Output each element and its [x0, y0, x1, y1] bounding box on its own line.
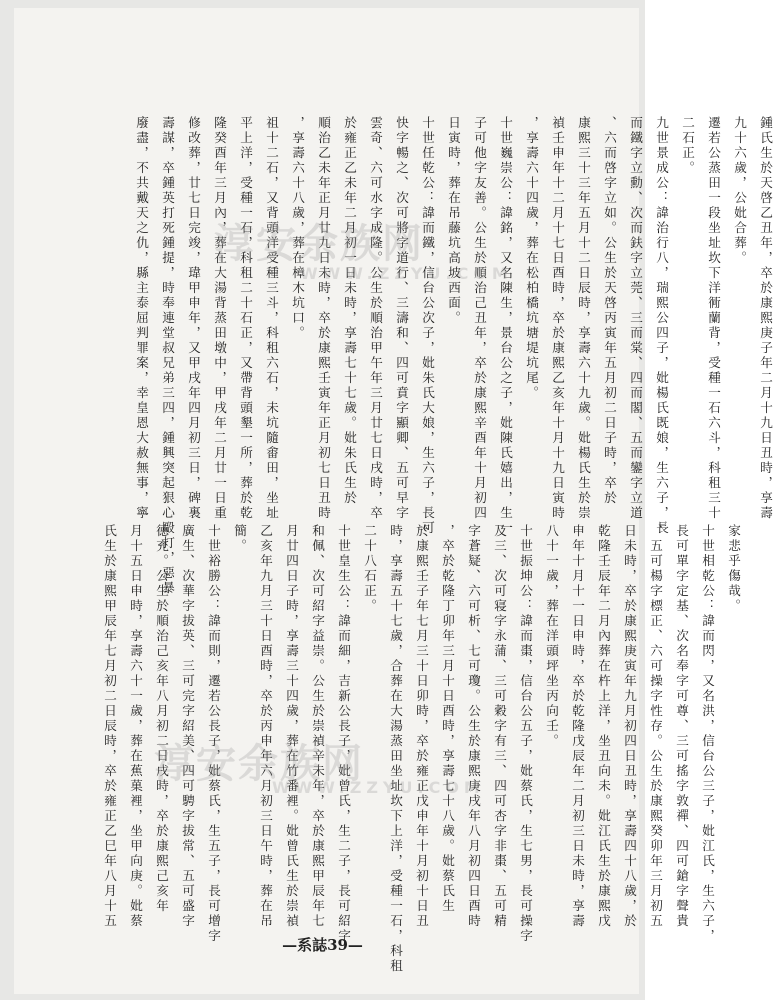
watermark-url-lower: WWW.ZZYU.COM	[272, 778, 485, 797]
text-column: 、五可楊字標正、六可操字性存。公生於康熙癸卯年三月初五	[648, 524, 663, 929]
text-column: 鍾氏生於天啓乙丑年，卒於康熙庚子年二月十九日丑時，享壽	[758, 116, 773, 521]
text-column: 十世任乾公：諱而鐵，信台公次子，妣朱氏大娘，生六子，長可	[420, 116, 435, 536]
text-column: 八十一歲，葬在洋頭坪坐丙向壬。	[544, 524, 559, 749]
text-column: 十世振坤公：諱而棗，信台公五子，妣蔡氏，生七男，長可操字	[518, 524, 533, 944]
text-column: 子可他字友善。公生於順治己丑年，卒於康熙辛酉年十月初四	[472, 116, 487, 521]
text-column: 康熙三十三年五月十二日辰時，享壽六十九歲。妣楊氏生於崇	[576, 116, 591, 521]
text-column: 快字暢之、次可將字道行、三濤和、四可賁字顯卿、五可早字	[394, 116, 409, 521]
text-column: 及三、次可寝字永蒲、三可穀字有三、四可杏字非棗、五可精	[492, 524, 507, 929]
text-column: 月廿四日子時，享壽三十四歲，葬在竹番裡。妣曾氏生於崇禎	[284, 524, 299, 929]
text-column: 十世裕勝公：諱而則，遷若公長子，妣蔡氏，生五子，長可增字	[206, 524, 221, 944]
text-column: ，卒於乾隆丁卯年三月十日酉時，享壽七十八歲。妣蔡氏生	[440, 524, 455, 914]
text-column: 廢盡，不共戴天之仇，縣主泰屈判罪案，幸皇恩大赦無事，寧	[134, 116, 149, 521]
text-column: 二十八石正。	[362, 524, 377, 614]
text-column: 修改葬，廿七日完竣，瑋甲申年，又甲戌年四月初三日，碑裏	[186, 116, 201, 521]
text-column: 簡。	[232, 524, 247, 554]
text-column: 德充。公生於順治己亥年八月初二日戌時，卒於康熙己亥年	[154, 524, 169, 914]
text-column: 和佩、次可紹字益崇。公生於崇禎辛未年，卒於康熙甲辰年七	[310, 524, 325, 929]
text-column: 十世相乾公：諱而閃，又名洪，信台公三子，妣江氏，生六子，	[700, 524, 715, 944]
page-number-footer: —系誌39—	[282, 936, 363, 954]
text-column: 於康熙壬子年七月三十日卯時，卒於雍正戊申年十月初十日丑	[414, 524, 429, 929]
text-column: 平上洋，受種一石，科租二十石正，又帶背頭墾一所，葬於乾	[238, 116, 253, 521]
text-column: 時，享壽五十七歲，合葬在大湯蒸田坐址坎下上洋，受種一石，科租	[388, 524, 403, 974]
text-column: 祖十二石，又背頭洋受種三斗，科租六石，未坑隨畬田，坐址	[264, 116, 279, 521]
text-column: ，享壽六十八歲，葬在樟木坑口。	[290, 116, 305, 341]
watermark-logo-text-lower: 淳安余族网	[154, 741, 364, 787]
watermark-url-upper: WWW.ZZYU.COM	[300, 264, 513, 283]
text-column: 長可單字定基、次名奉字可尊、三可搖字敦禪、四可鎗字聲貴	[674, 524, 689, 929]
text-column: 月十五日申時，享壽六十一歲，葬在蕉菓裡，坐甲向庚。妣蔡	[128, 524, 143, 929]
text-column: 、六而啓字立如。公生於天啓丙寅年五月初二日子時，卒於	[602, 116, 617, 506]
text-column: 壽謀，卒鍾英打死鍾提，時奉連堂叔兄弟三四，鍾興突起狠心毆打，惡暴	[160, 116, 175, 596]
text-column: 十世皇生公：諱而細，吉新公長子，妣曾氏，生二子，長可紹字	[336, 524, 351, 944]
text-column: 日寅時，葬在吊藤坑高坡西面。	[446, 116, 461, 326]
text-column: 氏生於康熙甲辰年七月初二日辰時，卒於雍正乙巳年八月十五	[102, 524, 117, 929]
text-column: 禎壬申年十二月十七日酉時，卒於康熙乙亥年十月十九日寅時	[550, 116, 565, 521]
text-column: 順治乙未年正月廿九日未時，卒於康熙壬寅年正月初七日丑時	[316, 116, 331, 521]
text-column: 九世景成公：諱治行八，瑞熙公四子，妣楊氏既娘，生六子，長	[654, 116, 669, 536]
text-column: 申年十月十一日申時，卒於乾隆戊辰年二月初三日未時，享壽	[570, 524, 585, 929]
watermark-logo-text-upper: 淳安余族网	[214, 221, 424, 267]
text-column: 家悲乎傷哉。	[726, 524, 741, 614]
text-column: 二石正。	[680, 116, 695, 176]
text-column: ，享壽六十四歲，葬在松柏橋坑塘堤坑尾。	[524, 116, 539, 401]
text-column: 字蒼疑、六可析、七可瓊。公生於康熙庚戌年八月初四日酉時	[466, 524, 481, 929]
text-column: 遷若公蒸田一段坐址坎下洋衕蘭背，受種一石六斗，科租三十	[706, 116, 721, 521]
text-column: 隆癸酉年三月內，葬在大湯背蒸田墩中，甲戌年二月廿一日重	[212, 116, 227, 521]
text-column: 乾隆壬辰年二月內葬在杵上洋，坐丑向未。妣江氏生於康熙戊	[596, 524, 611, 929]
text-column: 九十六歲，公妣合葬。	[732, 116, 747, 266]
text-column: 日未時，卒於康熙庚寅年九月初四日丑時，享壽四十八歲，於	[622, 524, 637, 929]
text-column: 於雍正乙未年二月初一日未時，享壽七十七歲。妣朱氏生於	[342, 116, 357, 506]
text-column: 廣生、次華字拔英、三可完字紹美、四可騁字拔常、五可盛字	[180, 524, 195, 929]
text-column: 而鐵字立勳、次而鈇字立莞、三而棠、四而閣、五而鑾字立道	[628, 116, 643, 521]
text-column: 十世巍崇公：諱銘，又名陳生，景台公之子，妣陳氏嬉出，生一	[498, 116, 513, 536]
text-column: 雲奇、六可水字成隆。公生於順治甲午年三月廿七日戌時，卒	[368, 116, 383, 521]
text-column: 乙亥年九月三十日酉時，卒於丙申年六月初三日午時，葬在吊	[258, 524, 273, 929]
